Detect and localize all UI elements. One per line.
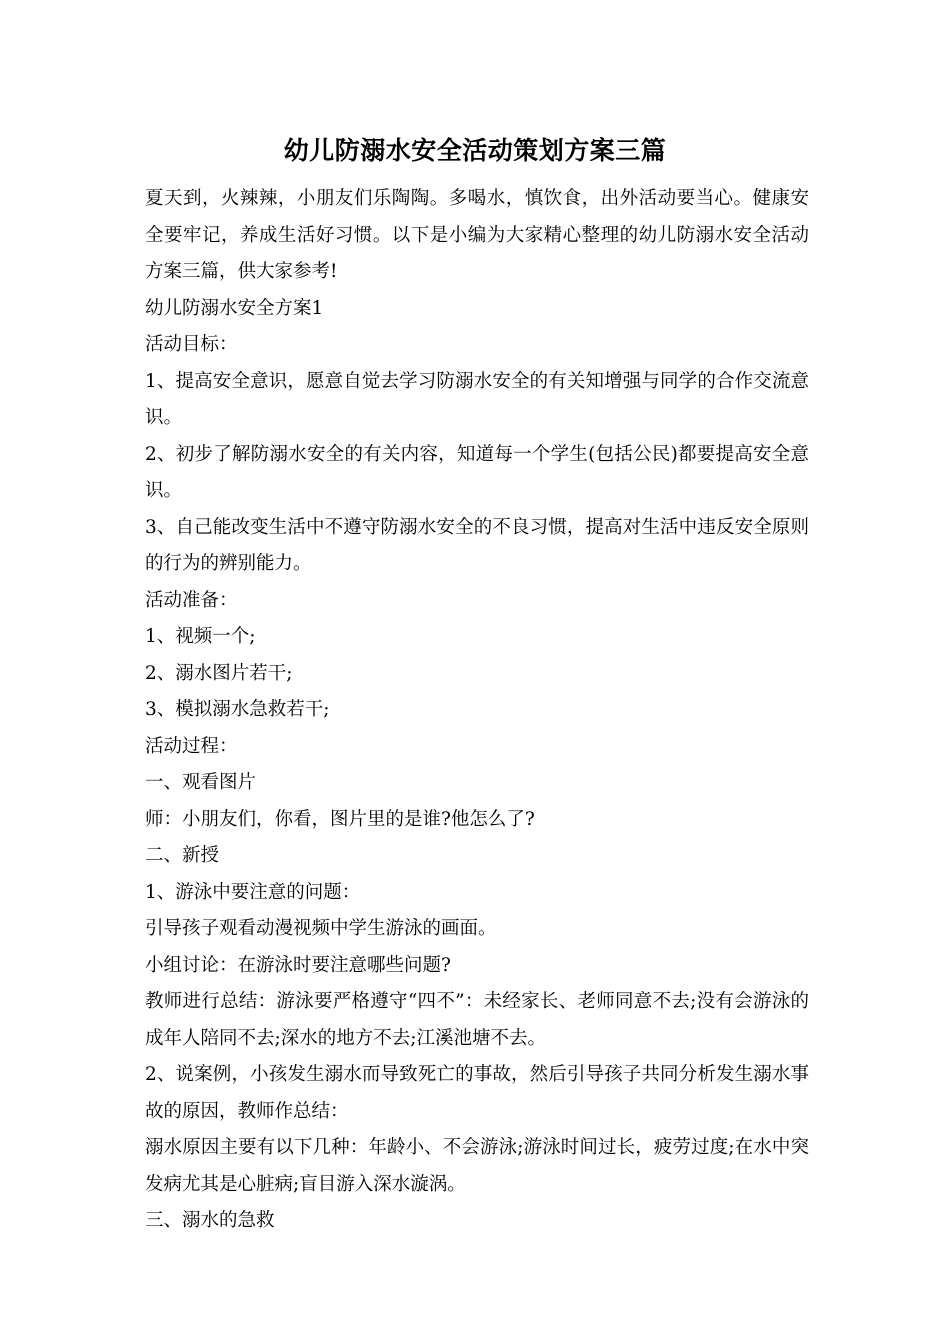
paragraph-teacher-summary: 教师进行总结：游泳要严格遵守“四不”：未经家长、老师同意不去;没有会游泳的成年人陪同不去;深水的地方不去;江溪池塘不去。 (145, 991, 809, 1049)
prep-item-2: 2、溺水图片若干; (145, 662, 293, 684)
document-body (145, 181, 809, 1240)
document-title: 幼儿防溺水安全活动策划方案三篇 (283, 136, 667, 165)
step-heading-3: 三、溺水的急救 (145, 1210, 275, 1231)
paragraph-intro: 夏天到，火辣辣，小朋友们乐陶陶。多喝水，慎饮食，出外活动要当心。健康安全要牢记，养成生活好习惯。以下是小编为大家精心整理的幼儿防溺水安全活动方案三篇，供大家参考! (145, 188, 809, 282)
paragraph-group-discussion: 小组讨论：在游泳时要注意哪些问题? (145, 954, 451, 976)
label-activity-process: 活动过程： (145, 735, 238, 757)
label-activity-goals: 活动目标： (145, 334, 238, 355)
goal-item-2: 2、初步了解防溺水安全的有关内容，知道每一个学生(包括公民)都要提高安全意识。 (145, 443, 809, 501)
section-heading-plan-1: 幼儿防溺水安全方案1 (145, 297, 324, 319)
prep-item-3: 3、模拟溺水急救若干; (145, 699, 330, 720)
goal-item-1: 1、提高安全意识，愿意自觉去学习防溺水安全的有关知增强与同学的合作交流意识。 (145, 370, 809, 428)
step-heading-1: 一、观看图片 (145, 772, 257, 793)
paragraph-drowning-causes: 溺水原因主要有以下几种：年龄小、不会游泳;游泳时间过长，疲劳过度;在水中突发病尤其是心脏病;盲目游入深水漩涡。 (145, 1137, 809, 1195)
sub-item-case-study: 2、说案例，小孩发生溺水而导致死亡的事故，然后引导孩子共同分析发生溺水事故的原因，教师作总结： (145, 1064, 809, 1122)
step-heading-2: 二、新授 (145, 845, 220, 866)
label-activity-preparation: 活动准备： (145, 589, 238, 611)
goal-item-3: 3、自己能改变生活中不遵守防溺水安全的不良习惯，提高对生活中违反安全原则的行为的辨别能力。 (145, 516, 809, 574)
paragraph-teacher-question: 师：小朋友们，你看，图片里的是谁?他怎么了? (145, 808, 535, 830)
paragraph-watch-video: 引导孩子观看动漫视频中学生游泳的画面。 (145, 918, 497, 939)
sub-item-swimming-issues: 1、游泳中要注意的问题： (145, 881, 361, 903)
prep-item-1: 1、视频一个; (145, 626, 256, 647)
